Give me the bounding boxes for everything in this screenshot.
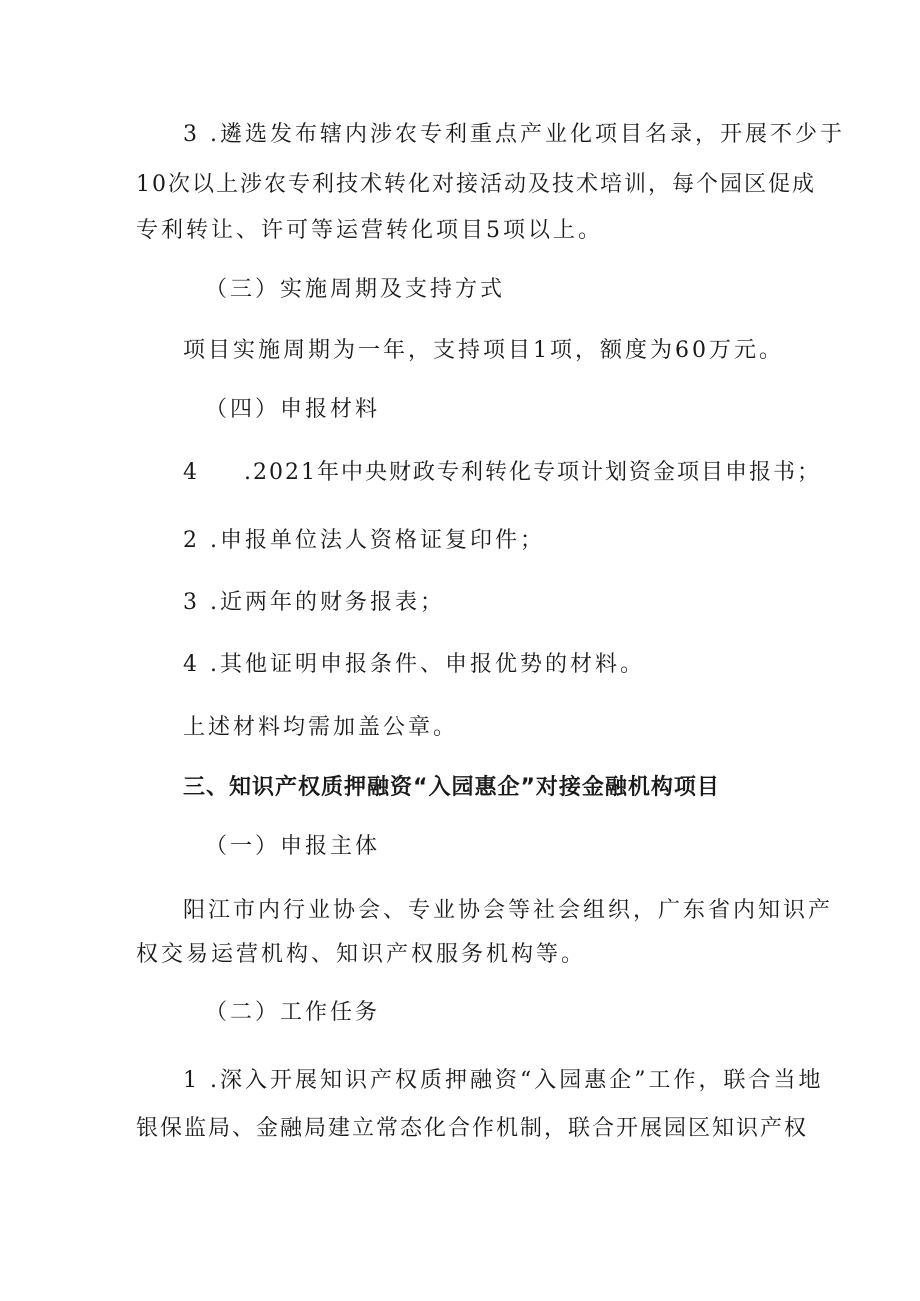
- section-heading-application-materials: （四）申报材料: [205, 397, 381, 422]
- section-heading-applicant: （一）申报主体: [205, 834, 381, 859]
- paragraph-official-seal: 上述材料均需加盖公章。: [183, 715, 459, 740]
- section-heading-ip-pledge-financing: 三、知识产权质押融资“入园惠企”对接金融机构项目: [183, 775, 720, 800]
- materials-item-2: 2 .申报单位法人资格证复印件；: [183, 528, 545, 553]
- materials-item-4: 4 .其他证明申报条件、申报优势的材料。: [183, 652, 645, 677]
- task-item-1-line-2: 银保监局、金融局建立常态化合作机制，联合开展园区知识产权: [136, 1116, 809, 1141]
- section-heading-work-tasks: （二）工作任务: [205, 1000, 381, 1025]
- paragraph-implementation-period: 项目实施周期为一年，支持项目1项，额度为60万元。: [183, 338, 784, 363]
- list-item-3-text-line-3: 专利转让、许可等运营转化项目5项以上。: [136, 218, 603, 243]
- paragraph-applicant-line-1: 阳江市内行业协会、专业协会等社会组织，广东省内知识产: [183, 898, 834, 923]
- materials-item-1: 4 .2021年中央财政专利转化专项计划资金项目申报书；: [183, 460, 821, 485]
- list-item-3-text-line-1: 3 .遴选发布辖内涉农专利重点产业化项目名录，开展不少于: [183, 122, 845, 147]
- task-item-1-line-1: 1 .深入开展知识产权质押融资“入园惠企”工作，联合当地: [183, 1068, 824, 1093]
- materials-item-3: 3 .近两年的财务报表；: [183, 590, 445, 615]
- list-item-3-text-line-2: 10次以上涉农专利技术转化对接活动及技术培训，每个园区促成: [136, 172, 816, 197]
- section-heading-implementation-period: （三）实施周期及支持方式: [205, 277, 506, 302]
- paragraph-applicant-line-2: 权交易运营机构、知识产权服务机构等。: [136, 942, 587, 967]
